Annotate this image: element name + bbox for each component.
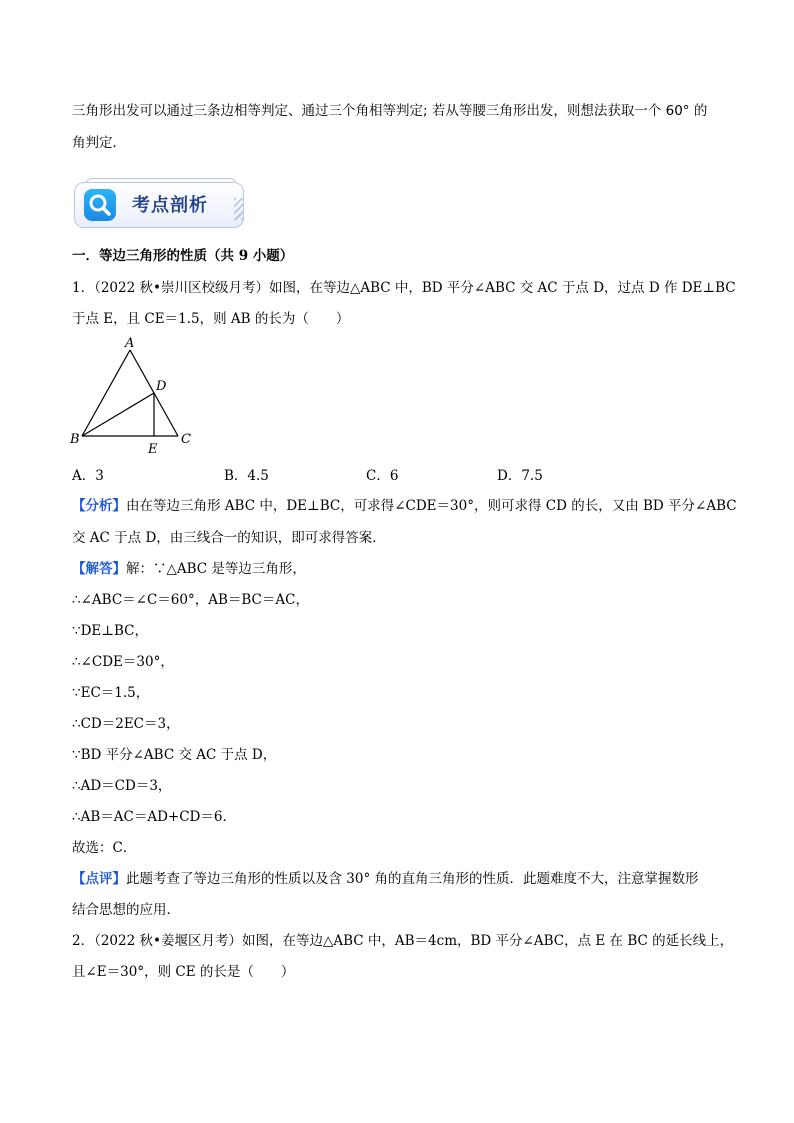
q1-comment-line-2: 结合思想的应用． [72,902,180,918]
solution-intro: 解：∵△ABC 是等边三角形， [126,561,306,577]
q1-step-2: ∵DE⊥BC， [72,623,148,639]
section-badge [74,178,246,228]
intro-line-1: 三角形出发可以通过三条边相等判定、通过三个角相等判定; 若从等腰三角形出发，则想法获取一个 60° 的 [72,103,708,119]
badge-stripe [234,198,244,220]
solution-tag: 【解答】 [72,561,126,577]
intro-line-2: 角判定． [72,135,126,151]
analysis-tag: 【分析】 [72,498,126,514]
label-a: A [125,336,135,351]
q1-option-c: C．6 [366,468,399,484]
label-c: C [181,432,191,447]
q1-answer: 故选：C． [72,840,137,856]
q1-step-8: ∴AB＝AC＝AD+CD＝6． [72,809,236,825]
label-e: E [148,442,158,457]
section-title: 一．等边三角形的性质（共 9 小题） [72,248,294,264]
q1-triangle-figure [70,336,210,460]
q1-step-7: ∴AD＝CD＝3， [72,778,172,794]
q1-step-6: ∵BD 平分∠ABC 交 AC 于点 D， [72,747,277,763]
q1-comment-line-1 [72,869,699,889]
comment-text-1: 此题考查了等边三角形的性质以及含 30° 角的直角三角形的性质．此题难度不大，注意掌握数形 [126,871,699,887]
q1-option-a: A．3 [72,468,104,484]
side-ab [82,350,130,436]
comment-tag: 【点评】 [72,871,126,887]
q1-step-5: ∴CD＝2EC＝3， [72,716,180,732]
label-b: B [70,432,80,447]
q2-stem-line-1: 2．（2022 秋•姜堰区月考）如图，在等边△ABC 中，AB＝4cm，BD 平分∠ABC，点 E 在 BC 的延长线上， [72,933,734,949]
q1-stem-line-1: 1．（2022 秋•崇川区校级月考）如图，在等边△ABC 中，BD 平分∠ABC 交 AC 于点 D，过点 D 作 DE⊥BC [72,280,736,296]
label-d: D [156,379,167,394]
q1-solution-line [72,559,306,579]
q2-stem-line-2: 且∠E＝30°，则 CE 的长是（ ） [72,964,295,980]
q1-step-1: ∴∠ABC＝∠C＝60°，AB＝BC＝AC， [72,592,309,608]
q1-step-3: ∴∠CDE＝30°， [72,654,174,670]
q1-option-d: D．7.5 [497,468,543,484]
magnifier-icon [84,189,116,221]
q1-stem-line-2: 于点 E，且 CE＝1.5，则 AB 的长为（ ） [72,311,350,327]
analysis-text-1: 由在等边三角形 ABC 中，DE⊥BC，可求得∠CDE＝30°，则可求得 CD 的长，又由 BD 平分∠ABC [126,498,737,514]
q1-analysis-line-1 [72,496,737,516]
q1-step-4: ∵EC＝1.5， [72,685,150,701]
badge-label: 考点剖析 [132,195,208,216]
segment-bd [82,393,154,436]
q1-analysis-line-2: 交 AC 于点 D，由三线合一的知识，即可求得答案． [72,530,386,546]
q1-option-b: B．4.5 [224,468,269,484]
